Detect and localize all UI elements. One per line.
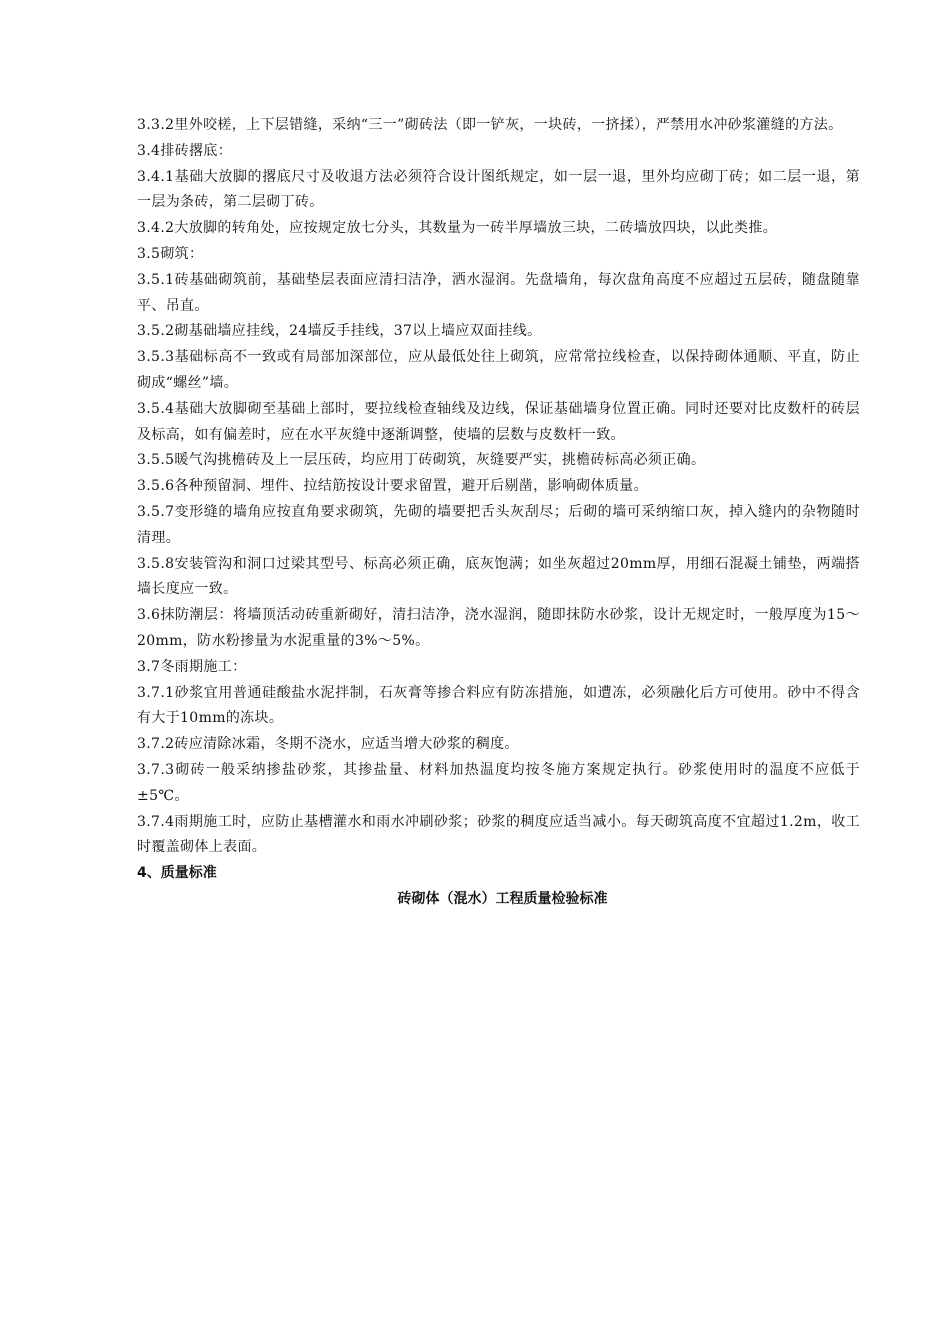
paragraph-3-7: 3.7冬雨期施工： — [137, 658, 247, 675]
paragraph-3-5-6: 3.5.6各种预留洞、埋件、拉结筋按设计要求留置，避开后剔凿，影响砌体质量。 — [137, 478, 648, 495]
paragraph-3-5: 3.5砌筑： — [137, 245, 204, 262]
paragraph-3-5-2: 3.5.2砌基础墙应挂线，24墙反手挂线，37以上墙应双面挂线。 — [137, 323, 542, 340]
paragraph-3-5-8: 3.5.8安装管沟和洞口过梁其型号、标高必须正确，底灰饱满；如坐灰超过20mm厚，用细石混凝土铺垫，两端搭墙长度应一致。 — [137, 555, 860, 598]
paragraph-3-4-1: 3.4.1基础大放脚的撂底尺寸及收退方法必须符合设计图纸规定，如一层一退，里外均应砌丁砖；如二层一退，第一层为条砖，第二层砌丁砖。 — [137, 168, 860, 211]
document-page — [137, 113, 860, 913]
paragraph-3-5-3: 3.5.3基础标高不一致或有局部加深部位，应从最低处往上砌筑，应常常拉线检查，以保持砌体通顺、平直，防止砌成“螺丝”墙。 — [137, 349, 860, 391]
paragraph-3-4: 3.4排砖撂底： — [137, 142, 233, 159]
table-title: 砖砌体（混水）工程质量检验标准 — [397, 890, 608, 907]
paragraph-3-5-5: 3.5.5暖气沟挑檐砖及上一层压砖，均应用丁砖砌筑，灰缝要严实，挑檐砖标高必须正确。 — [137, 452, 706, 469]
paragraph-3-7-1: 3.7.1砂浆宜用普通硅酸盐水泥拌制，石灰膏等掺合料应有防冻措施，如遭冻，必须融化后方可使用。砂中不得含有大于10mm的冻块。 — [137, 684, 860, 727]
paragraph-3-4-2: 3.4.2大放脚的转角处，应按规定放七分头，其数量为一砖半厚墙放三块，二砖墙放四块，以此类推。 — [137, 220, 778, 237]
paragraph-3-3-2: 3.3.2里外咬槎，上下层错缝，采纳“三一”砌砖法（即一铲灰，一块砖，一挤揉），严禁用水冲砂浆灌缝的方法。 — [137, 117, 843, 133]
paragraph-3-7-3: 3.7.3砌砖一般采纳掺盐砂浆，其掺盐量、材料加热温度均按冬施方案规定执行。砂浆使用时的温度不应低于±5℃。 — [137, 761, 860, 804]
paragraph-3-5-1: 3.5.1砖基础砌筑前，基础垫层表面应清扫洁净，洒水湿润。先盘墙角，每次盘角高度不应超过五层砖，随盘随靠平、吊直。 — [137, 271, 860, 314]
paragraph-3-7-4: 3.7.4雨期施工时，应防止基槽灌水和雨水冲刷砂浆；砂浆的稠度应适当减小。每天砌筑高度不宜超过1.2m，收工时覆盖砌体上表面。 — [137, 813, 860, 856]
paragraph-3-6: 3.6抹防潮层：将墙顶活动砖重新砌好，清扫洁净，浇水湿润，随即抹防水砂浆，设计无规定时，一般厚度为15～20mm，防水粉掺量为水泥重量的3%～5%。 — [137, 607, 860, 649]
paragraph-3-5-4: 3.5.4基础大放脚砌至基础上部时，要拉线检查轴线及边线，保证基础墙身位置正确。同时还要对比皮数杆的砖层及标高，如有偏差时，应在水平灰缝中逐渐调整，使墙的层数与皮数杆一致。 — [137, 400, 860, 443]
paragraph-3-7-2: 3.7.2砖应清除冰霜，冬期不浇水，应适当增大砂浆的稠度。 — [137, 736, 519, 753]
paragraph-3-5-7: 3.5.7变形缝的墙角应按直角要求砌筑，先砌的墙要把舌头灰刮尽；后砌的墙可采纳缩口灰，掉入缝内的杂物随时清理。 — [137, 503, 860, 546]
section-heading: 4、质量标准 — [137, 865, 217, 882]
